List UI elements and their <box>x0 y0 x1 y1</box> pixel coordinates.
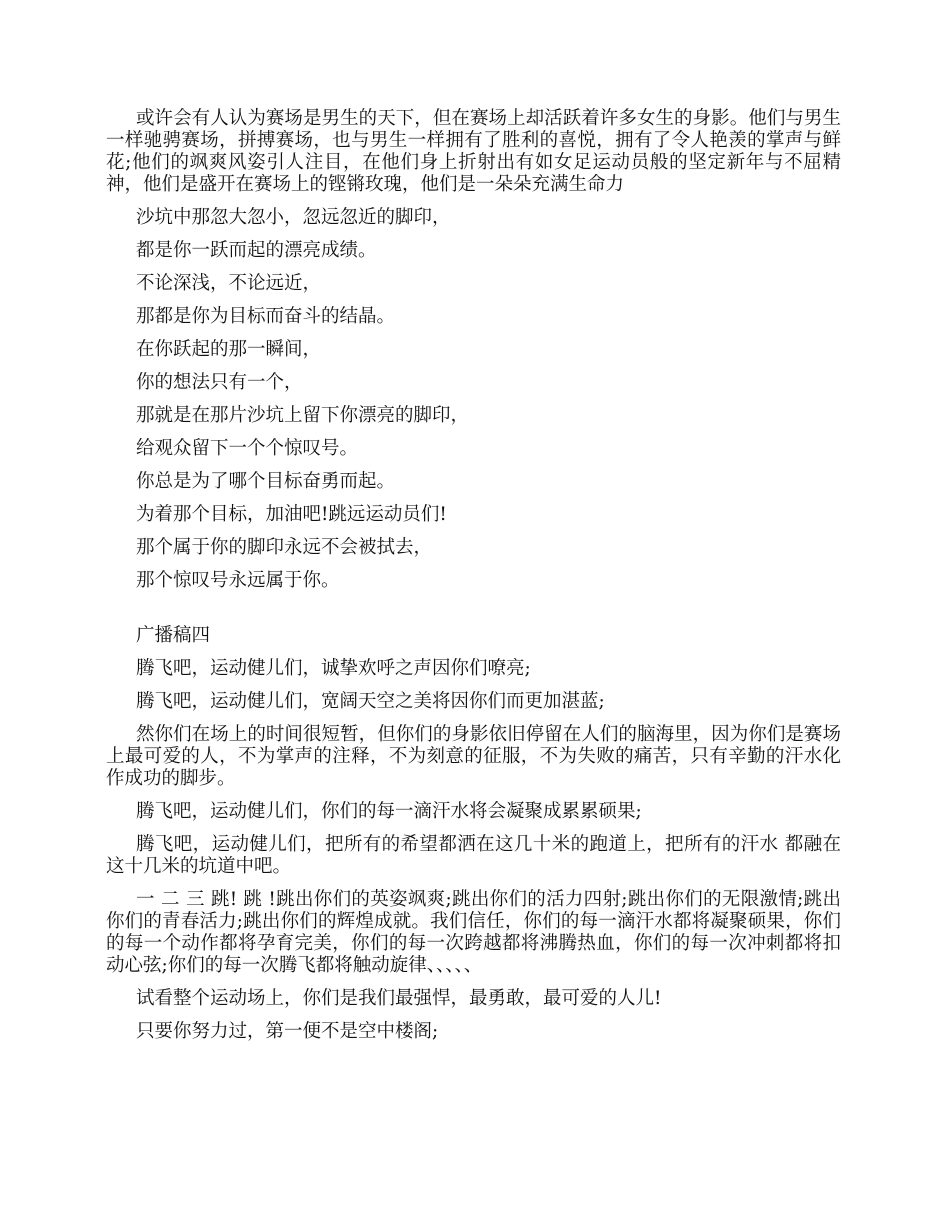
paragraph: 腾飞吧，运动健儿们，宽阔天空之美将因你们而更加湛蓝; <box>136 691 605 712</box>
paragraph: 腾飞吧，运动健儿们，诚挚欢呼之声因你们嘹亮; <box>136 658 531 679</box>
poem-line: 那就是在那片沙坑上留下你漂亮的脚印， <box>136 405 470 426</box>
paragraph: 腾飞吧，运动健儿们，把所有的希望都洒在这几十米的跑道上，把所有的汗水 都融在这十几米的坑道中吧。 <box>106 834 841 877</box>
poem-line: 给观众留下一个个惊叹号。 <box>136 438 359 459</box>
section-heading: 广播稿四 <box>136 625 211 646</box>
paragraph: 试看整个运动场上，你们是我们最强悍，最勇敢，最可爱的人儿! <box>136 988 662 1009</box>
poem-line: 为着那个目标，加油吧!跳远运动员们! <box>136 504 447 525</box>
paragraph: 然你们在场上的时间很短暂，但你们的身影依旧停留在人们的脑海里，因为你们是赛场上最可爱的人，不为掌声的注释，不为刻意的征服，不为失败的痛苦，只有辛勤的汗水化作成功的脚步。 <box>106 724 841 789</box>
poem-line: 你的想法只有一个， <box>136 372 303 393</box>
paragraph: 只要你努力过，第一便不是空中楼阁; <box>136 1021 439 1042</box>
section-gap <box>106 603 841 625</box>
paragraph: 或许会有人认为赛场是男生的天下，但在赛场上却活跃着许多女生的身影。他们与男生一样驰骋赛场，拼搏赛场，也与男生一样拥有了胜利的喜悦，拥有了令人艳羡的掌声与鲜花;他们的飒爽风姿引人注目，在他们身上折射出有如女足运动员般的坚定新年与不屈精神，他们是盛开在赛场上的铿锵玫瑰，他们是一朵朵充满生命力 <box>106 108 841 195</box>
paragraph: 腾飞吧，运动健儿们，你们的每一滴汗水将会凝聚成累累硕果; <box>136 801 642 822</box>
poem-line: 那都是你为目标而奋斗的结晶。 <box>136 306 396 327</box>
poem-line: 在你跃起的那一瞬间， <box>136 339 322 360</box>
poem-line: 你总是为了哪个目标奋勇而起。 <box>136 471 396 492</box>
poem-line: 都是你一跃而起的漂亮成绩。 <box>136 240 377 261</box>
document-body <box>106 108 841 1054</box>
poem-line: 那个惊叹号永远属于你。 <box>136 570 340 591</box>
poem-line: 那个属于你的脚印永远不会被拭去， <box>136 537 433 558</box>
poem-line: 不论深浅，不论远近， <box>136 273 322 294</box>
poem-line: 沙坑中那忽大忽小，忽远忽近的脚印， <box>136 207 451 228</box>
paragraph: 一 二 三 跳! 跳 !跳出你们的英姿飒爽;跳出你们的活力四射;跳出你们的无限激情;跳出你们的青春活力;跳出你们的辉煌成就。我们信任，你们的每一滴汗水都将凝聚硕果，你们的每一个动作都将孕育完美，你们的每一次跨越都将沸腾热血，你们的每一次冲刺都将扣动心弦;你们的每一次腾飞都将触动旋律、、、、、 <box>106 889 841 976</box>
